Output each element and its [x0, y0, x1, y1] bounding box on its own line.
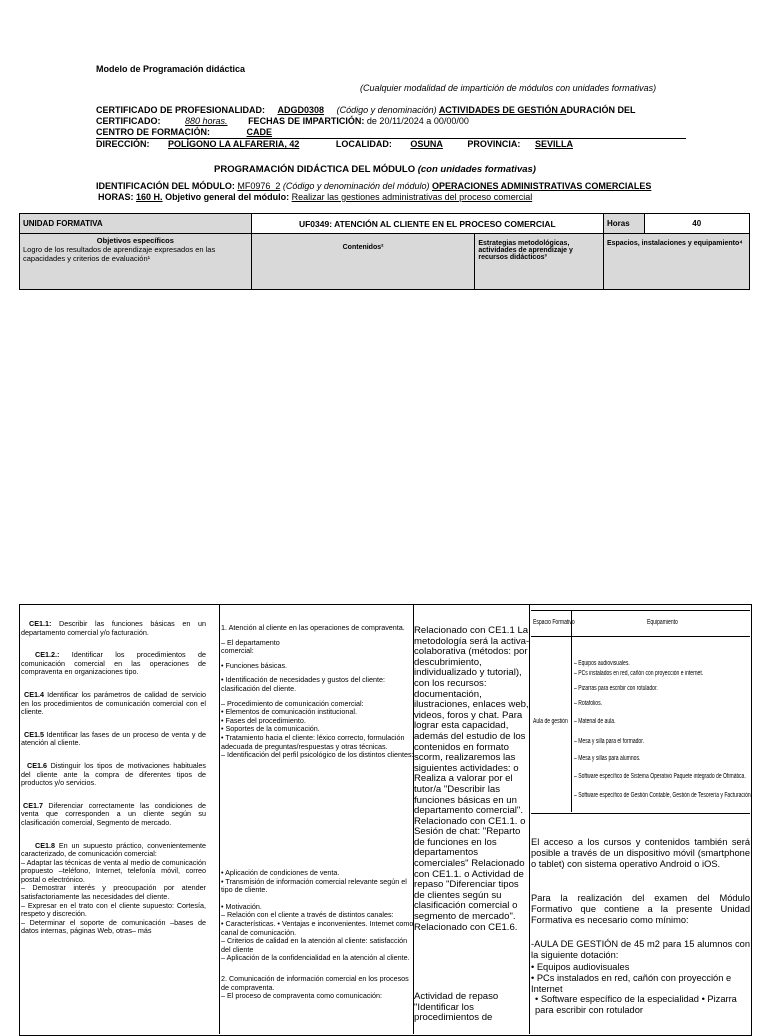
cert-name: ACTIVIDADES DE GESTIÓN A — [438, 105, 567, 115]
content-item: • Transmisión de información comercial relevante según el tipo de cliente. — [221, 876, 407, 895]
equipment-item: – Software específico de Gestión Contable, Gestión de Tesorería y Facturación. — [574, 792, 753, 799]
criterion-item: CE1.5 Identificar las fases de un proceso de venta y de atención al cliente. — [21, 729, 206, 748]
criterion-item: CE1.2.: Identificar los procedimientos de comunicación comercial en las operaciones de compraventa en organizaciones tipo. — [21, 650, 207, 677]
model-title: Modelo de Programación didáctica — [96, 64, 246, 74]
col-contents: Contenidos² — [251, 234, 475, 290]
cert-hours: 880 horas. — [185, 116, 228, 126]
criterion-item: CE1.7 Diferenciar correctamente las condiciones de venta que corresponden a un cliente según su clasificación comercial, Segmento de mercado. — [21, 800, 206, 827]
module-hours-line: HORAS: 160 H. Objetivo general del módulo: Realizar las gestiones administrativas del proceso comercial — [98, 192, 533, 202]
equipment-item: – PCs instalados en red, cañón con proyección e internet. — [574, 670, 704, 677]
equipment-item: – Mesa y silla para el formador. — [574, 738, 645, 745]
aula-items — [531, 962, 750, 1016]
col-objectives: Objetivos específicos Logro de los resultados de aprendizaje expresados en las capacidades y criterios de evaluación¹ — [20, 234, 252, 290]
aula-note: -AULA DE GESTIÓN de 45 m2 para 15 alumnos con la siguiente dotación: — [531, 939, 750, 960]
criterion-item: CE1.6 Distinguir los tipos de motivaciones habituales del cliente ante la compra de diferentes tipos de productos y/o servicios. — [21, 760, 206, 788]
content-item: • Características. • Ventajas e inconvenientes. Internet como canal de comunicación. — [221, 918, 414, 937]
module-id-line: IDENTIFICACIÓN DEL MÓDULO: MF0976_2 (Código y denominación del módulo) OPERACIONES ADMINISTRATIVAS COMERCIALES — [96, 181, 652, 191]
criterion-item: CE1.1: Describir las funciones básicas en un departamento comercial y/o facturación. — [21, 619, 207, 637]
equipment-subtable — [531, 610, 753, 814]
equipment-item: – Material de aula. — [574, 718, 616, 725]
content-item: • Motivación. — [221, 901, 262, 911]
content-item: • Tratamiento hacia el cliente: léxico correcto, formulación adecuada de preguntas/respuestas y otras técnicas. — [221, 732, 405, 751]
contents-list-a — [221, 624, 414, 760]
equipment-subtable-divider — [571, 610, 572, 812]
cert-line: CERTIFICADO DE PROFESIONALIDAD: ADGD0308 (Código y denominación) ACTIVIDADES DE GESTIÓN ADURACIÓN DEL — [96, 105, 636, 115]
aula-item: • Software específico de la especialidad • Pizarra para escribir con rotulador — [535, 994, 737, 1016]
content-item: • Identificación de necesidades y gustos del cliente: clasificación del cliente. — [221, 675, 385, 693]
content-item: – El departamento comercial: — [221, 637, 280, 656]
address-line: DIRECCIÓN: POLÍGONO LA ALFARERIA, 42 LOCALIDAD: OSUNA PROVINCIA: SEVILLA — [96, 139, 573, 149]
criterion-subitem: – Expresar en el trato con el cliente supuesto: Cortesía, respeto y discreción. — [21, 900, 206, 919]
cert-line2: CERTIFICADO: 880 horas. FECHAS DE IMPARTICIÓN: de 20/11/2024 a 00/00/00 — [96, 116, 469, 126]
content-item: • Soportes de la comunicación. — [221, 724, 320, 734]
equipment-item: – Rotafolios. — [574, 700, 603, 707]
content-item: – Aplicación de la confidencialidad en la atención al cliente. — [221, 953, 410, 963]
uf-hours-label: Horas — [603, 214, 644, 234]
modality-note: (Cualquier modalidad de impartición de módulos con unidades formativas) — [360, 83, 657, 93]
content-item: – Procedimiento de comunicación comercial: — [221, 698, 364, 708]
room-name: Aula de gestión — [533, 718, 568, 725]
equipment-subtable-row-line — [531, 636, 750, 637]
equipment-item: – Equipos audiovisuales. — [574, 660, 630, 667]
col-spaces: Espacios, instalaciones y equipamiento⁴ — [603, 234, 749, 290]
content-item: – El proceso de compraventa como comunicación: — [221, 991, 383, 1001]
criteria-list — [21, 620, 206, 936]
contents-list-b — [221, 869, 414, 1001]
cert-code: ADGD0308 — [277, 105, 325, 115]
content-item: • Fases del procedimiento. — [221, 715, 306, 725]
content-item: • Elementos de comunicación institucional. — [221, 707, 357, 717]
criterion-item: CE1.4 Identificar los parámetros de calidad de servicio en los procedimientos de comunicación comercial con el cliente. — [21, 689, 206, 717]
criterion-subitem: – Demostrar interés y preocupación por atender satisfactoriamente las necesidades del cliente. — [21, 883, 206, 902]
equipment-item: – Software específico de Sistema Operativo Paquete integrado de Ofimática. — [574, 773, 746, 780]
access-note: El acceso a los cursos y contenidos también será posible a través de un dispositivo móvil (smartphone o tablet) con sistema operativo Android o iOS. — [531, 837, 750, 869]
exam-note: Para la realización del examen del Módulo Formativo que contiene a la presente Unidad Formativa es necesario como mínimo: — [531, 893, 750, 925]
content-item: • Funciones básicas. — [221, 660, 288, 670]
criterion-subitem: – Adaptar las técnicas de venta al medio de comunicación propuesto –teléfono, Internet, telefonía móvil, correo postal o electrónico. — [21, 857, 206, 884]
aula-item: • Equipos audiovisuales — [531, 962, 630, 972]
content-item: 2. Comunicación de información comercial en los procesos de compraventa. — [221, 973, 409, 992]
equipment-item: – Pizarras para escribir con rotulador. — [574, 685, 658, 692]
equipment-item: – Mesa y sillas para alumnos. — [574, 755, 641, 762]
aula-item: • PCs instalados en red, cañón con proyección e Internet — [531, 972, 732, 994]
content-item: – Identificación del perfil psicológico de los distintos clientes: — [221, 750, 414, 760]
space-header: Espacio Formativo — [533, 619, 575, 626]
uf-hours-value: 40 — [644, 214, 749, 234]
methodology-text: Relacionado con CE1.1 La metodología será la activa-colaborativa (métodos: por descubrimiento, individualizado y tutorial), con los recursos: documentación, ilustraciones, enlaces web, videos, foros y chat. Para lograr esta capacidad, además del estudio de los contenidos en formato scorm, realizaremos las siguientes actividades: o Realiza a valorar por el tutor/a "Describir las funciones básicas en un departamento comercial". Relacionado con CE1.1. o Sesión de chat: "Reparto de funciones en los departamentos comerciales" Relacionado con CE1.1. o Actividad de repaso "Diferenciar tipos de clientes según su clasificación comercial o segmento de mercado". Relacionado con CE1.6. — [414, 625, 530, 933]
methodology-text-2: Actividad de repaso "Identificar los procedimientos de — [414, 991, 499, 1024]
content-item: – Criterios de calidad en la atención al cliente: satisfacción del cliente — [221, 936, 408, 954]
section-title: PROGRAMACIÓN DIDÁCTICA DEL MÓDULO (con unidades formativas) — [214, 164, 536, 175]
content-item: • Aplicación de condiciones de venta. — [221, 868, 340, 877]
col-divider-1 — [219, 604, 220, 1034]
content-item: – Relación con el cliente a través de distintos canales: — [221, 910, 394, 920]
criterion-subitem: – Determinar el soporte de comunicación –bases de datos internas, páginas Web, otras– más — [21, 917, 206, 936]
uf-label: UNIDAD FORMATIVA — [20, 214, 252, 234]
equipment-header: Equipamiento — [647, 619, 678, 626]
criterion-item: CE1.8 En un supuesto práctico, convenientemente caracterizado, de comunicación comercial: — [21, 840, 207, 859]
col-methods: Estrategias metodológicas, actividades de aprendizaje y recursos didácticos³ — [475, 234, 604, 290]
center-line: CENTRO DE FORMACIÓN: CADE — [96, 127, 686, 139]
uf-table — [19, 213, 750, 290]
uf-name: UF0349: ATENCIÓN AL CLIENTE EN EL PROCESO COMERCIAL — [251, 214, 603, 234]
content-item: 1. Atención al cliente en las operaciones de compraventa. — [221, 623, 405, 632]
